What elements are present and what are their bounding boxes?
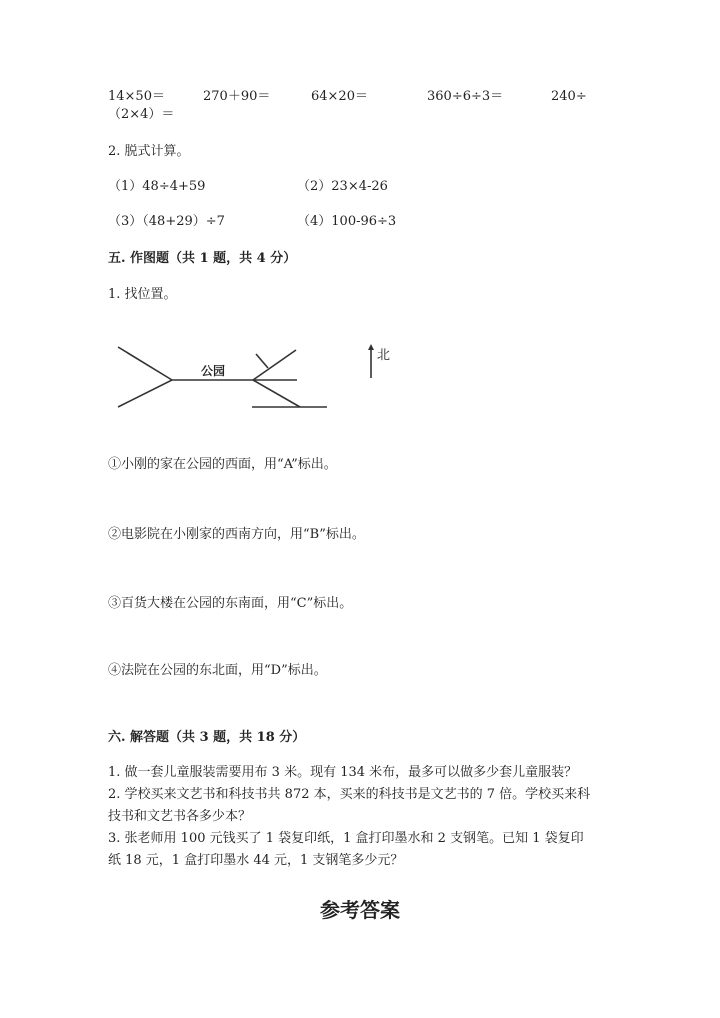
calc-4: 360÷6÷3＝ [427,89,504,104]
section6-questions [108,762,596,872]
task-3: ③百货大楼在公园的东南面，用“C”标出。 [108,596,353,611]
calc-1: 14×50＝ [108,89,165,104]
task-2: ②电影院在小刚家的西南方向，用“B”标出。 [108,527,365,542]
map-road [118,380,172,407]
q2-item-2: （2）23×4-26 [297,179,388,194]
calc-3: 64×20＝ [311,89,368,104]
section6-title: 六. 解答题（共 3 题，共 18 分） [108,730,306,745]
map-label-park: 公园 [201,364,226,378]
map-road [256,354,268,368]
section5-q1: 1. 找位置。 [108,287,177,302]
question-3: 3. 张老师用 100 元钱买了 1 袋复印纸，1 盒打印墨水和 2 支钢笔。已知 1 袋复印纸 18 元，1 盒打印墨水 44 元，1 支钢笔多少元？ [108,831,584,868]
calc-5: 240÷ [551,89,587,104]
q2-item-4: （4）100-96÷3 [297,214,397,229]
section5-title: 五. 作图题（共 1 题，共 4 分） [108,251,297,266]
calc-2: 270＋90＝ [203,89,271,104]
map-label-north: 北 [377,348,391,363]
q2-title: 2. 脱式计算。 [108,144,190,159]
task-4: ④法院在公园的东北面，用“D”标出。 [108,663,327,678]
north-arrowhead-icon [368,344,374,350]
calc-5-cont: （2×4）＝ [108,107,175,122]
answer-title: 参考答案 [320,898,400,922]
map-road [118,347,172,380]
task-1: ①小刚的家在公园的西面，用“A”标出。 [108,457,337,472]
question-2: 2. 学校买来文艺书和科技书共 872 本，买来的科技书是文艺书的 7 倍。学校买来科技书和文艺书各多少本？ [108,787,591,824]
q2-item-1: （1）48÷4+59 [108,179,206,194]
q2-item-3: （3）（48+29）÷7 [108,214,225,229]
map-road [253,380,300,407]
question-1: 1. 做一套儿童服装需要用布 3 米。现有 134 米布，最多可以做多少套儿童服装？ [108,765,578,780]
map-road [253,350,296,380]
